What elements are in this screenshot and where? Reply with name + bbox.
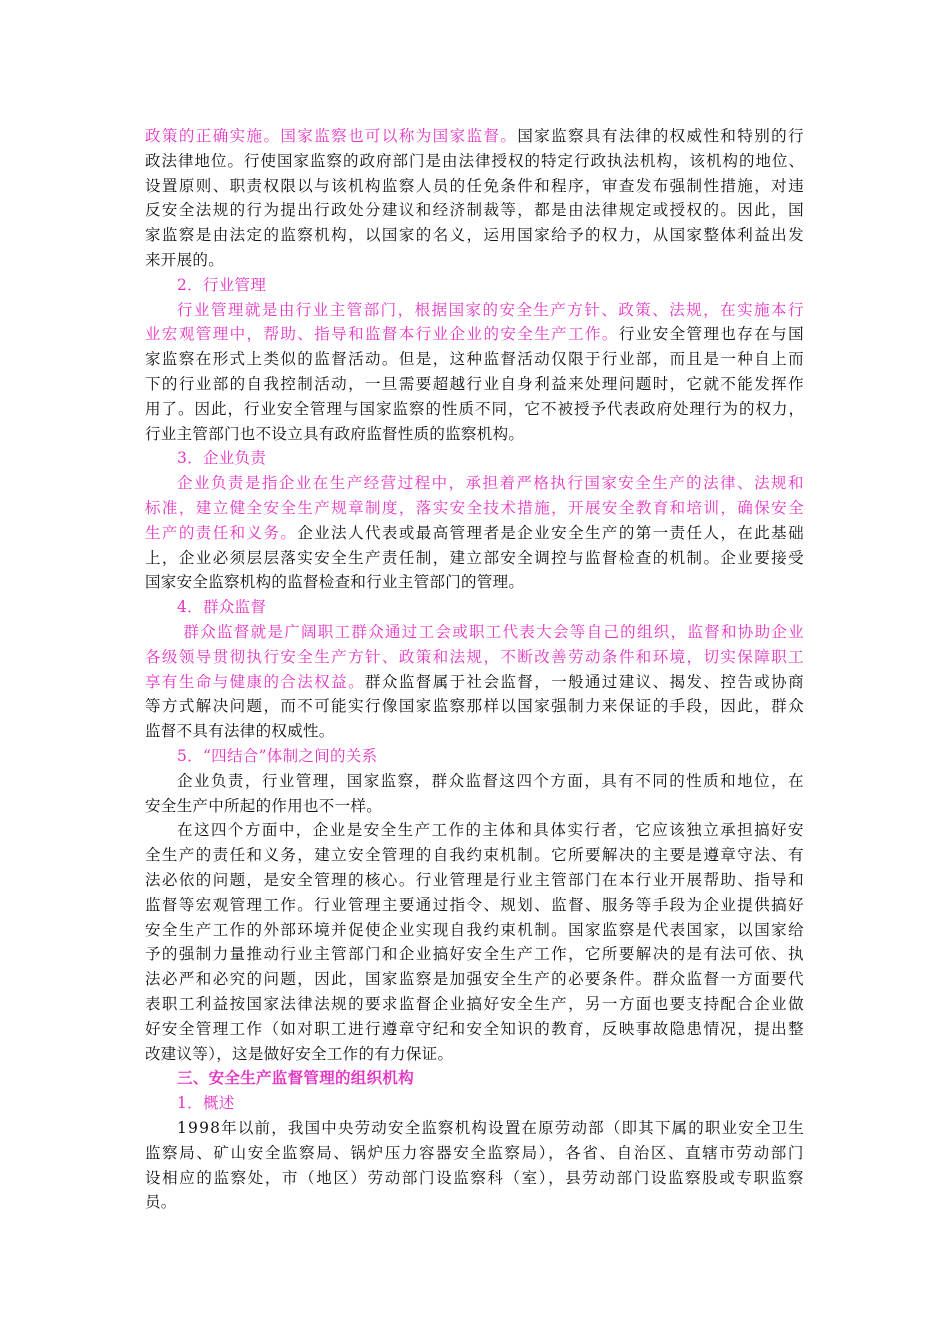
text-line xyxy=(177,597,266,617)
highlighted-text: 三、安全生产监督管理的组织机构 xyxy=(177,1068,415,1088)
text-line xyxy=(145,721,335,741)
body-text: 家监察在形式上类似的监督活动。但是，这种监督活动仅限于行业部，而且是一种自上而 xyxy=(145,350,805,369)
text-line xyxy=(145,895,805,915)
text-line xyxy=(177,820,805,840)
body-text: 反安全法规的行为提出行政处分建议和经济制裁等，都是由法律规定或授权的。因此，国 xyxy=(145,201,805,220)
text-line xyxy=(145,969,805,989)
text-line xyxy=(145,324,805,344)
body-text: 上，企业必须层层落实安全生产责任制，建立部安全调控与监督检查的机制。企业要接受 xyxy=(145,548,805,567)
text-line xyxy=(145,151,805,171)
text-line xyxy=(145,1019,805,1039)
text-line xyxy=(145,126,805,146)
body-text: 好安全管理工作（如对职工进行遵章守纪和安全知识的教育，反映事故隐患情况，提出整 xyxy=(145,1019,805,1038)
text-line xyxy=(145,424,524,444)
text-line xyxy=(177,473,805,493)
body-text: 国家安全监察机构的监督检查和行业主管部门的管理。 xyxy=(145,573,525,592)
text-line xyxy=(177,1093,235,1113)
body-text: 安全生产中所起的作用也不一样。 xyxy=(145,796,383,815)
text-line xyxy=(177,1068,414,1088)
highlighted-text: 生产的责任和义务。 xyxy=(145,523,298,542)
body-text: 用了。因此，行业安全管理与国家监察的性质不同，它不被授予代表政府处理行为的权力， xyxy=(145,399,805,418)
text-line xyxy=(145,374,805,394)
body-text: 改建议等），这是做好安全工作的有力保证。 xyxy=(145,1044,454,1063)
body-text: 企业法人代表或最高管理者是企业安全生产的第一责任人，在此基础 xyxy=(297,523,805,542)
text-line xyxy=(183,622,805,642)
text-line xyxy=(145,572,524,592)
body-text: 行业主管部门也不设立具有政府监督性质的监察机构。 xyxy=(145,424,525,443)
highlighted-text: 享有生命与健康的合法权益。 xyxy=(145,672,365,691)
highlighted-text: 业宏观管理中，帮助、指导和监督本行业企业的安全生产工作。 xyxy=(145,325,619,344)
text-line xyxy=(177,746,377,766)
text-line xyxy=(145,796,382,816)
body-text: 设置原则、职责权限以与该机构监察人员的任免条件和程序，审查发布强制性措施，对违 xyxy=(145,176,805,195)
text-line xyxy=(145,647,805,667)
body-text: 法必严和必究的问题，因此，国家监察是加强安全生产的必要条件。群众监督一方面要代 xyxy=(145,970,805,989)
text-line xyxy=(145,1044,453,1064)
text-line xyxy=(145,994,805,1014)
text-line xyxy=(145,176,805,196)
text-line xyxy=(145,498,805,518)
body-text: 政法律地位。行使国家监察的政府部门是由法律授权的特定行政执法机构，该机构的地位、 xyxy=(145,151,805,170)
highlighted-text: 4．群众监督 xyxy=(177,598,267,617)
text-line xyxy=(177,1118,805,1138)
body-text: 在这四个方面中，企业是安全生产工作的主体和具体实行者，它应该独立承担搞好安 xyxy=(177,821,805,840)
body-text: 员。 xyxy=(145,1193,177,1212)
text-line xyxy=(145,250,224,270)
body-text: 设相应的监察处，市（地区）劳动部门设监察科（室），县劳动部门设监察股或专职监察 xyxy=(145,1168,805,1187)
highlighted-text: 1．概述 xyxy=(177,1094,235,1113)
text-line xyxy=(145,870,805,890)
text-line xyxy=(145,523,805,543)
text-line xyxy=(145,1192,177,1212)
body-text: 监督等宏观管理工作。行业管理主要通过指令、规划、监督、服务等手段为企业提供搞好 xyxy=(145,895,805,914)
text-line xyxy=(145,672,805,692)
text-line xyxy=(177,448,266,468)
body-text: 全生产的责任和义务，建立安全管理的自我约束机制。它所要解决的主要是遵章守法、有 xyxy=(145,846,805,865)
highlighted-text: 行业管理就是由行业主管部门，根据国家的安全生产方针、政策、法规，在实施本行 xyxy=(177,300,805,319)
highlighted-text: 3．企业负责 xyxy=(177,449,267,468)
text-line xyxy=(145,399,805,419)
highlighted-text: 2．行业管理 xyxy=(177,275,267,294)
text-line xyxy=(145,349,805,369)
body-text: 表职工利益按国家法律法规的要求监督企业搞好安全生产，另一方面也要支持配合企业做 xyxy=(145,995,805,1013)
highlighted-text: 政策的正确实施。国家监察也可以称为国家监督。 xyxy=(145,127,518,145)
text-line xyxy=(145,548,805,568)
highlighted-text: 标准，建立健全安全生产规章制度，落实安全技术措施，开展安全教育和培训，确保安全 xyxy=(145,499,805,517)
highlighted-text: 各级领导贯彻执行安全生产方针、政策和法规，不断改善劳动条件和环境，切实保障职工 xyxy=(145,647,805,666)
text-line xyxy=(145,1143,805,1163)
text-line xyxy=(145,944,805,964)
body-text: 群众监督属于社会监督，一般通过建议、揭发、控告或协商 xyxy=(365,672,805,691)
text-line xyxy=(145,845,805,865)
highlighted-text: 企业负责是指企业在生产经营过程中，承担着严格执行国家安全生产的法律、法规和 xyxy=(177,474,805,493)
text-line xyxy=(145,200,805,220)
body-text: 安全生产工作的外部环境并促使企业实现自我约束机制。国家监察是代表国家，以国家给 xyxy=(145,920,805,939)
body-text: 企业负责，行业管理，国家监察，群众监督这四个方面，具有不同的性质和地位，在 xyxy=(177,771,805,790)
body-text: 法必依的问题，是安全管理的核心。行业管理是行业主管部门在本行业开展帮助、指导和 xyxy=(145,871,805,889)
body-text: 监督不具有法律的权威性。 xyxy=(145,722,335,741)
text-line xyxy=(177,300,805,320)
highlighted-text: 5．“四结合”体制之间的关系 xyxy=(177,747,378,765)
body-text: 家监察是由法定的监察机构，以国家的名义，运用国家给予的权力，从国家整体利益出发 xyxy=(145,226,805,245)
text-line xyxy=(177,275,266,295)
text-line xyxy=(177,771,805,791)
body-text: 1998年以前，我国中央劳动安全监察机构设置在原劳动部（即其下属的职业安全卫生 xyxy=(177,1119,805,1137)
body-text: 国家监察具有法律的权威性和特别的行 xyxy=(517,127,805,145)
text-line xyxy=(145,696,805,716)
body-text: 行业安全管理也存在与国 xyxy=(618,325,805,344)
body-text: 来开展的。 xyxy=(145,251,225,269)
body-text: 下的行业部的自我控制活动，一旦需要超越行业自身利益来处理问题时，它就不能发挥作 xyxy=(145,375,805,393)
text-line xyxy=(145,920,805,940)
highlighted-text: 群众监督就是广阔职工群众通过工会或职工代表大会等自己的组织，监督和协助企业 xyxy=(183,623,805,641)
text-line xyxy=(145,1168,805,1188)
body-text: 监察局、矿山安全监察局、锅炉压力容器安全监察局），各省、自治区、直辖市劳动部门 xyxy=(145,1143,805,1162)
text-line xyxy=(145,225,805,245)
body-text: 等方式解决问题，而不可能实行像国家监察那样以国家强制力来保证的手段，因此，群众 xyxy=(145,697,805,716)
body-text: 予的强制力量推动行业主管部门和企业搞好安全生产工作，它所要解决的是有法可依、执 xyxy=(145,945,805,964)
